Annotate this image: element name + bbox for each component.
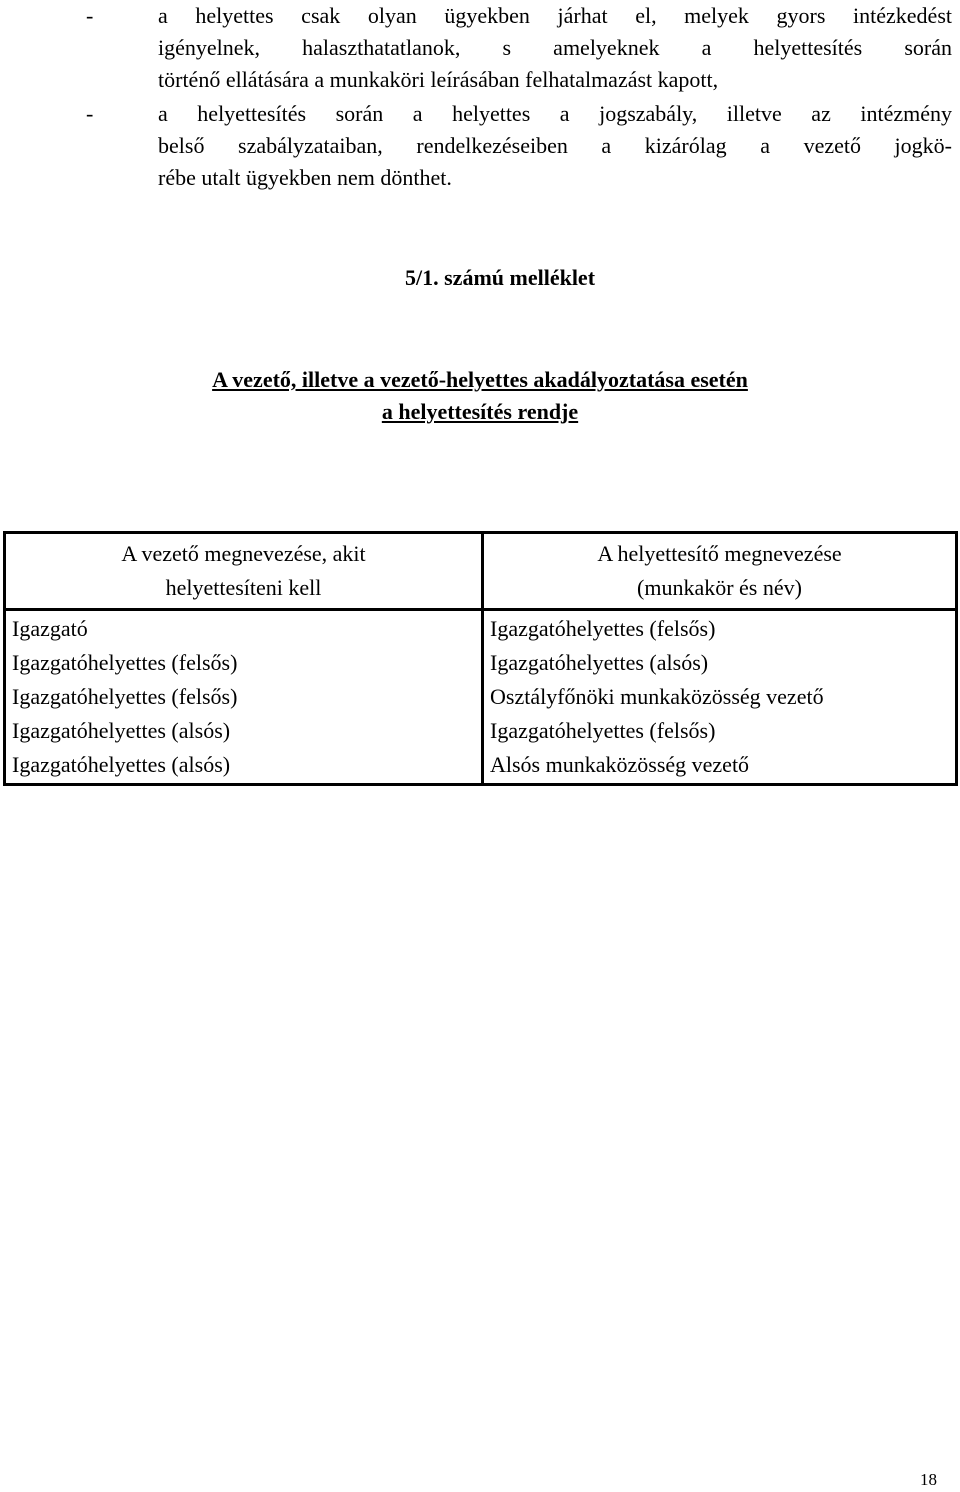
substitute-name: Alsós munkaközösség vezető	[490, 752, 750, 777]
bullet-line: rébe utalt ügyekben nem dönthet.	[158, 165, 452, 190]
leader-name: Igazgatóhelyettes (alsós)	[12, 718, 231, 743]
bullet-text	[158, 98, 952, 194]
annex-label-text: 5/1. számú melléklet	[405, 265, 596, 290]
bullet-dash: -	[86, 101, 94, 126]
header-cell-substitute	[483, 533, 957, 610]
header-substitute-line-2: (munkakör és név)	[637, 575, 802, 600]
header-substitute-line-1: A helyettesítő megnevezése	[597, 541, 842, 566]
bullet-text	[158, 0, 952, 96]
substitute-name: Igazgatóhelyettes (felsős)	[490, 616, 716, 641]
bullet-line: a helyettes csak olyan ügyekben járhat el, melyek gyors intézkedést	[158, 3, 952, 28]
substitute-name: Osztályfőnöki munkaközösség vezető	[490, 684, 824, 709]
bullet-dash: -	[86, 3, 94, 28]
leader-name: Igazgatóhelyettes (felsős)	[12, 684, 238, 709]
bullet-line: a helyettesítés során a helyettes a jogszabály, illetve az intézmény	[158, 101, 952, 126]
substitute-cell	[483, 610, 957, 785]
bullet-line: igényelnek, halaszthatatlanok, s amelyeknek a helyettesítés során	[158, 35, 952, 60]
header-cell-leader	[5, 533, 483, 610]
bullet-line: történő ellátására a munkaköri leírásában felhatalmazást kapott,	[158, 67, 719, 92]
header-leader-line-2: helyettesíteni kell	[165, 575, 322, 600]
substitution-table	[3, 531, 958, 786]
leader-name: Igazgatóhelyettes (alsós)	[12, 752, 231, 777]
table-body-row	[5, 610, 957, 785]
header-leader-line-1: A vezető megnevezése, akit	[121, 541, 366, 566]
page-number: 18	[920, 1470, 937, 1489]
substitute-name: Igazgatóhelyettes (alsós)	[490, 650, 709, 675]
bullet-line: belső szabályzataiban, rendelkezéseiben a kizárólag a vezető jogkö-	[158, 133, 952, 158]
annex-title-line-1: A vezető, illetve a vezető-helyettes akadályoztatása esetén	[212, 367, 748, 392]
substitute-name: Igazgatóhelyettes (felsős)	[490, 718, 716, 743]
leader-name: Igazgatóhelyettes (felsős)	[12, 650, 238, 675]
leader-cell	[5, 610, 483, 785]
annex-title	[0, 364, 960, 428]
annex-title-line-2: a helyettesítés rendje	[381, 399, 579, 424]
leader-name: Igazgató	[12, 616, 88, 641]
table-header-row	[5, 533, 957, 610]
